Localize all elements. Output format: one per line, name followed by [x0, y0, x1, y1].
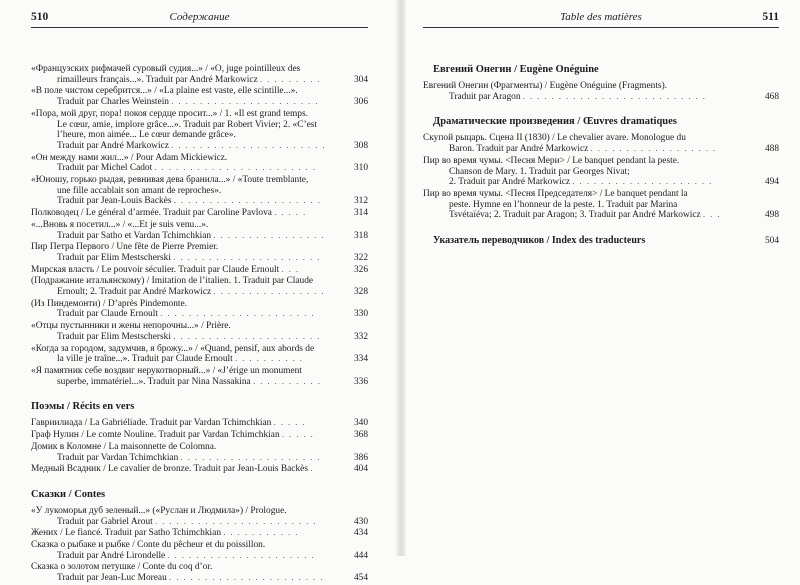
section-heading: Сказки / Contes [31, 488, 106, 500]
toc-page-number: 468 [764, 91, 779, 102]
toc-entry [31, 208, 368, 219]
toc-entry-text: superbe, immatériel...». Traduit par Nina Nassakina [57, 376, 251, 387]
toc-entry-text: Traduit par André Lirondelle [57, 550, 166, 561]
toc-entry-line: «Когда за городом, задумчив, я брожу...» / «Quand, pensif, aux abords de [31, 343, 315, 354]
toc-entry [31, 153, 368, 174]
dot-leader: . . . . . . . . . . . . . . . . [213, 230, 326, 240]
toc-page-number: 312 [353, 196, 368, 207]
toc-page-number: 318 [353, 230, 368, 241]
dot-leader: . . . . . . . . . . . . . . . . . . . . . [173, 196, 322, 206]
dot-leader: . . . . . . . . . . . [223, 528, 299, 538]
toc-entry-line [31, 464, 338, 475]
dot-leader: . . . . . . . . . . . . . . . . . . . . [180, 452, 322, 462]
page-number: 511 [762, 11, 779, 23]
dot-leader: . . . [703, 210, 721, 220]
toc-entry-line: Пир во время чумы. <Песня Председателя> / Le banquet pendant la [423, 188, 688, 199]
toc-entry [31, 265, 368, 276]
section-heading: Поэмы / Récits en vers [31, 401, 135, 413]
dot-leader: . . . . . . . . . . . . . . . . . . . . . [167, 550, 316, 560]
dot-leader: . . . . . . . . . . . . . . . . . . . . . . . [155, 516, 318, 526]
toc-entry-line [31, 265, 338, 276]
toc-entry-line: (Из Пиндемонти) / D’après Pindemonte. [31, 298, 187, 309]
toc-entry-line [31, 418, 338, 429]
toc-page-number: 330 [353, 309, 368, 320]
toc-entry-text: Мирская власть / Le pouvoir séculier. Traduit par Claude Ernoult [31, 264, 280, 275]
toc-entry-text: Traduit par Gabriel Arout [57, 516, 153, 527]
toc-page-number: 308 [353, 140, 368, 151]
dot-leader: . . . . . . . . . . [235, 354, 304, 364]
toc-entry-line [31, 377, 338, 388]
toc-entry-text: la ville je traîne...». Traduit par Claude Ernoult [57, 354, 233, 365]
toc-entry-line: une fille accablait son amant de reproches». [57, 185, 222, 196]
toc-page-number: 444 [353, 550, 368, 561]
dot-leader: . . . . . . . . . . . . . . . . . . . . [572, 177, 713, 187]
toc-entry-line: «Отцы пустынники и жены непорочны...» / Prière. [31, 321, 231, 332]
dot-leader: . . . . . [273, 418, 307, 428]
toc-entry [31, 220, 368, 241]
toc-entry-text: Tsvétaïéva; 2. Traduit par Aragon; 3. Traduit par André Markowicz [449, 210, 701, 221]
toc-entry-text: Traduit par Claude Ernoult [57, 309, 158, 320]
toc-entry [31, 321, 368, 342]
toc-entry-text: Traduit par Charles Weinstein [57, 97, 169, 108]
toc-entry-text: Traduit par André Markowicz [57, 140, 169, 151]
toc-entry [31, 418, 368, 429]
dot-leader: . . . . . . . . . . . . . . . . [213, 287, 326, 297]
toc-entry-line [31, 517, 338, 528]
toc-entry [31, 276, 368, 297]
toc-entry-text: Traduit par Aragon [449, 91, 521, 102]
dot-leader: . . . . . . . . . . . . . . . . . . . . . . . [154, 163, 317, 173]
dot-leader: . . . . . . . . . . [253, 376, 322, 386]
book-gutter [396, 0, 406, 556]
toc-entry [31, 109, 368, 152]
dot-leader: . . . . . . . . . . . . . . . . . . . . . [173, 252, 321, 262]
dot-leader: . . . . . . . . . . . . . . . . . . . . . [173, 331, 321, 341]
dot-leader: . . . . . . . . . [260, 74, 322, 84]
toc-entry [31, 540, 368, 561]
toc-entry-line: «Юношу, горько рыдая, ревнивая дева бранила...» / «Toute tremblante, [31, 175, 309, 186]
toc-entry [31, 242, 368, 263]
left-page [0, 0, 396, 584]
toc-entry-text: Traduit par Satho et Vardan Tchimchkian [57, 230, 212, 241]
running-title: Table des matières [560, 11, 642, 23]
toc-entry-line [31, 231, 338, 242]
toc-entry-line [31, 430, 338, 441]
toc-entry-line [31, 208, 338, 219]
toc-entry-line [31, 573, 338, 584]
dot-leader: . . . . . . . . . . . . . . . . . . [590, 144, 717, 154]
toc-page-number: 498 [764, 210, 779, 221]
toc-entry-text: Гавриилиада / La Gabriéliade. Traduit par Vardan Tchimchkian [31, 418, 272, 429]
toc-entry [31, 442, 368, 463]
toc-entry-line [423, 92, 749, 103]
toc-entry [31, 344, 368, 365]
toc-entry [31, 562, 368, 583]
toc-entry [31, 464, 368, 475]
toc-page-number: 368 [353, 430, 368, 441]
toc-entry-text: 2. Traduit par André Markowicz [449, 177, 571, 188]
toc-page-number: 326 [353, 264, 368, 275]
page-number: 510 [31, 11, 49, 23]
toc-entry-text: Traduit par Elim Mestscherski [57, 331, 171, 342]
toc-entry-line [31, 287, 338, 298]
toc-entry [31, 430, 368, 441]
toc-page-number: 336 [353, 376, 368, 387]
dot-leader: . [310, 464, 314, 474]
toc-entry-line: Скупой рыцарь. Сцена II (1830) / Le chevalier avare. Monologue du [423, 133, 686, 144]
toc-entry-line: «Пора, мой друг, пора! покоя сердце просит...» / 1. «Il est grand temps. [31, 108, 308, 119]
toc-entry-line [423, 144, 749, 155]
toc-page-number: 334 [353, 354, 368, 365]
toc-entry-line [31, 196, 338, 207]
toc-page-number: 430 [353, 516, 368, 527]
toc-page-number: 404 [353, 464, 368, 475]
toc-entry-line [31, 453, 338, 464]
toc-entry-line [31, 551, 338, 562]
toc-entry-line: (Подражание итальянскому) / Imitation de l’italien. 1. Traduit par Claude [31, 276, 314, 287]
dot-leader: . . . . . [281, 430, 315, 440]
dot-leader: . . . . . . . . . . . . . . . . . . . . . . [160, 309, 316, 319]
right-page-header [423, 11, 779, 28]
toc-page-number: 488 [764, 144, 779, 155]
toc-entry-text: Traduit par Vardan Tchimchkian [57, 452, 179, 463]
toc-entry-text: Traduit par Elim Mestscherski [57, 252, 171, 263]
toc-entry-line [31, 141, 338, 152]
toc-entry [31, 64, 368, 85]
toc-entry-line [31, 163, 338, 174]
toc-entry-line [423, 210, 749, 221]
toc-entry-text: Жених / Le fiancé. Traduit par Satho Tchimchkian [31, 528, 222, 539]
toc-entry-line: Евгений Онегин (Фрагменты) / Eugène Onéguine (Fragments). [423, 81, 668, 91]
toc-entry [423, 81, 779, 102]
translators-index-entry [423, 235, 779, 246]
toc-page-number: 310 [353, 163, 368, 174]
toc-entry [31, 528, 368, 539]
toc-page-number: 494 [764, 177, 779, 188]
toc-page-number: 434 [353, 528, 368, 539]
toc-page-number: 386 [353, 452, 368, 463]
toc-page-number: 340 [353, 418, 368, 429]
toc-page-number: 306 [353, 97, 368, 108]
toc-entry [31, 506, 368, 527]
dot-leader: . . . [281, 264, 300, 274]
toc-entry-text: Traduit par Jean-Luc Moreau [57, 573, 167, 584]
toc-entry-line [31, 309, 338, 320]
toc-entry-line: Домик в Коломне / La maisonnette de Colomna. [31, 441, 217, 452]
toc-entry-line [423, 177, 749, 188]
toc-entry-line: Сказка о золотом петушке / Conte du coq d’or. [31, 562, 213, 573]
toc-entry-line: «Я памятник себе воздвиг нерукотворный...» / «J’érige un monument [31, 365, 302, 376]
toc-entry-line [31, 97, 338, 108]
toc-entry-line: Пир во время чумы. <Песня Мери> / Le banquet pendant la peste. [423, 155, 680, 166]
toc-entry-text: Полководец / Le général d’armée. Traduit par Caroline Pavlova [31, 208, 272, 219]
dot-leader: . . . . . [274, 208, 307, 218]
toc-page-number: 454 [353, 573, 368, 584]
toc-page-number: 314 [353, 208, 368, 219]
toc-entry-line [31, 528, 338, 539]
toc-entry [423, 133, 779, 154]
toc-entry-text: Ernoult; 2. Traduit par André Markowicz [57, 287, 212, 298]
toc-page-number: 322 [353, 252, 368, 263]
running-title: Содержание [169, 11, 230, 23]
toc-entry [31, 86, 368, 107]
toc-entry-line [31, 75, 338, 86]
section-heading: Евгений Онегин / Eugène Onéguine [433, 64, 599, 75]
dot-leader: . . . . . . . . . . . . . . . . . . . . . . [169, 573, 324, 583]
toc-entry-text: Baron. Traduit par André Markowicz [449, 144, 589, 155]
right-page [406, 0, 800, 556]
toc-entry-line: «Французских рифмачей суровый судия...» / «O, juge pointilleux des [31, 64, 301, 74]
left-toc [31, 64, 368, 585]
toc-entry-line: Le cœur, amie, implore grâce...». Traduit par Robert Vivier; 2. «C’est [57, 119, 318, 130]
right-toc [423, 64, 779, 246]
toc-page-number: 328 [353, 287, 368, 298]
toc-entry [31, 366, 368, 387]
left-page-header [31, 11, 368, 28]
toc-entry-line [31, 354, 338, 365]
dot-leader: . . . . . . . . . . . . . . . . . . . . . . . . . . [522, 91, 707, 101]
toc-entry-text: Traduit par Michel Cadot [57, 163, 153, 174]
toc-entry [31, 175, 368, 207]
toc-entry-text: Медный Всадник / Le cavalier de bronze. Traduit par Jean-Louis Backès [31, 464, 308, 475]
dot-leader: . . . . . . . . . . . . . . . . . . . . . . [171, 140, 327, 150]
index-title: Указатель переводчиков / Index des traducteurs [433, 235, 646, 247]
toc-entry-line: «Он между нами жил...» / Pour Adam Mickiewicz. [31, 152, 228, 163]
toc-entry-text: Traduit par Jean-Louis Backès [57, 196, 172, 207]
toc-entry-line [31, 332, 338, 343]
toc-page-number: 504 [764, 236, 779, 247]
toc-entry [423, 156, 779, 188]
toc-entry-text: Граф Нулин / Le comte Nouline. Traduit par Vardan Tchimchkian [31, 430, 280, 441]
toc-entry-line: «У лукоморья дуб зеленый...» («Руслан и Людмила») / Prologue. [31, 505, 287, 516]
dot-leader: . . . . . . . . . . . . . . . . . . . . . [171, 97, 319, 107]
toc-entry-line: «В поле чистом серебрится...» / «La plaine est vaste, elle scintille...». [31, 86, 298, 97]
toc-entry-line: Chanson de Mary. 1. Traduit par Georges Nivat; [449, 166, 630, 177]
toc-entry-line: peste. Hymne en l’honneur de la peste. 1. Traduit par Marina [449, 199, 678, 210]
toc-entry-line [31, 253, 338, 264]
toc-entry-line: Сказка о рыбаке и рыбке / Conte du pêcheur et du poissillon. [31, 540, 266, 551]
toc-page-number: 304 [353, 74, 368, 85]
toc-entry-line: Пир Петра Первого / Une fête de Pierre Premier. [31, 242, 219, 253]
toc-entry [31, 299, 368, 320]
section-heading: Драматические произведения / Œuvres dramatiques [433, 116, 677, 128]
toc-entry-line: l’heure, mon aimée... Le cœur demande grâce». [57, 130, 236, 141]
toc-entry-text: rimailleurs français...». Traduit par André Markowicz [57, 74, 258, 85]
toc-entry [423, 189, 779, 221]
toc-page-number: 332 [353, 331, 368, 342]
toc-entry-line: «...Вновь я посетил...» / «...Et je suis venu...». [31, 219, 209, 230]
